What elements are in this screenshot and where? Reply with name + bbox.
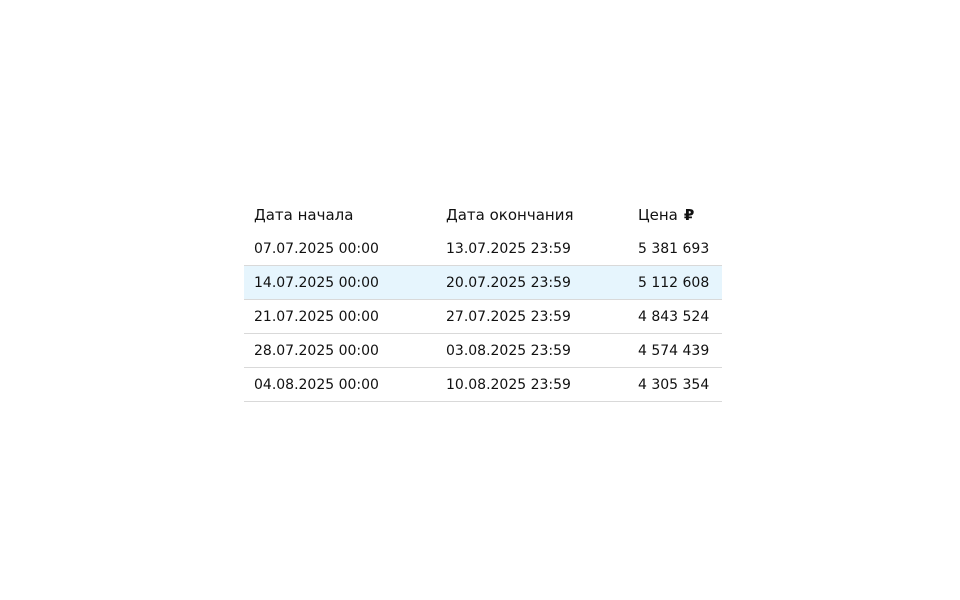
price-schedule-table	[244, 198, 722, 402]
cell-end-date: 20.07.2025 23:59	[436, 266, 628, 300]
price-header-label: Цена	[638, 206, 678, 224]
table-body	[244, 232, 722, 402]
cell-price: 5 112 608	[628, 266, 722, 300]
cell-start-date: 07.07.2025 00:00	[244, 232, 436, 266]
table-header	[244, 198, 722, 232]
cell-price: 4 305 354	[628, 368, 722, 402]
table-row[interactable]	[244, 368, 722, 402]
cell-price: 4 574 439	[628, 334, 722, 368]
table-row[interactable]	[244, 300, 722, 334]
cell-end-date: 27.07.2025 23:59	[436, 300, 628, 334]
cell-end-date: 13.07.2025 23:59	[436, 232, 628, 266]
cell-start-date: 14.07.2025 00:00	[244, 266, 436, 300]
header-row	[244, 198, 722, 232]
table-row[interactable]	[244, 232, 722, 266]
column-header-end-date: Дата окончания	[446, 206, 574, 224]
cell-start-date: 21.07.2025 00:00	[244, 300, 436, 334]
cell-start-date: 28.07.2025 00:00	[244, 334, 436, 368]
column-header-start-date: Дата начала	[254, 206, 354, 224]
cell-price: 5 381 693	[628, 232, 722, 266]
table-row[interactable]	[244, 334, 722, 368]
cell-end-date: 03.08.2025 23:59	[436, 334, 628, 368]
ruble-currency-icon: ₽	[683, 206, 695, 224]
price-schedule-table-container	[244, 198, 722, 402]
table-row-highlighted[interactable]	[244, 266, 722, 300]
cell-start-date: 04.08.2025 00:00	[244, 368, 436, 402]
column-header-price	[628, 198, 722, 232]
cell-price: 4 843 524	[628, 300, 722, 334]
cell-end-date: 10.08.2025 23:59	[436, 368, 628, 402]
